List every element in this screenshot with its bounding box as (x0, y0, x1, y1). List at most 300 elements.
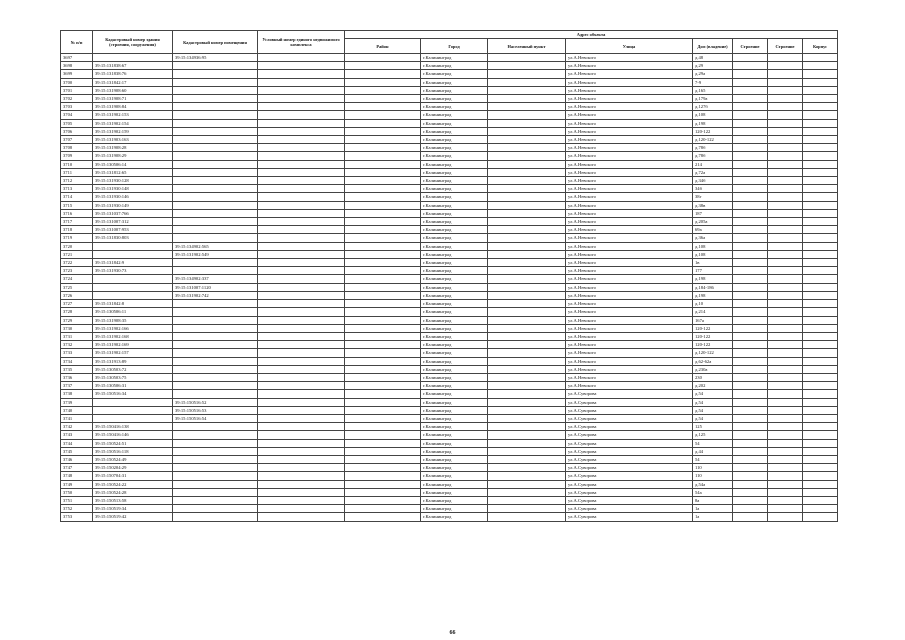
cell-house: 167а (693, 316, 733, 324)
cell-cad-complex (258, 480, 345, 488)
cell-num: 3701 (61, 86, 93, 94)
document-sheet (60, 30, 837, 522)
cell-district (345, 283, 421, 291)
cell-empty (803, 283, 838, 291)
cell-empty (803, 488, 838, 496)
cell-cad-room (173, 332, 258, 340)
cell-empty (803, 95, 838, 103)
cell-cad-complex (258, 431, 345, 439)
cell-street: ул.А.Невского (566, 283, 693, 291)
cell-cad-room: 39:15:131902:742 (173, 291, 258, 299)
cell-street: ул.А.Невского (566, 54, 693, 62)
cell-settlement (488, 283, 566, 291)
cell-num: 3707 (61, 136, 93, 144)
cell-cad-room (173, 390, 258, 398)
cell-empty (803, 423, 838, 431)
cell-cad-complex (258, 496, 345, 504)
cell-house: 1в (693, 259, 733, 267)
cell-street: ул.А.Невского (566, 193, 693, 201)
cell-settlement (488, 382, 566, 390)
cell-empty (803, 357, 838, 365)
cell-street: ул.А.Невского (566, 349, 693, 357)
cell-num: 3737 (61, 382, 93, 390)
cell-cad-complex (258, 193, 345, 201)
cell-cad-building (93, 398, 173, 406)
cell-cad-room (173, 136, 258, 144)
cell-cad-room (173, 365, 258, 373)
cell-num: 3714 (61, 193, 93, 201)
cell-street: ул.А.Суворова (566, 488, 693, 496)
header-district: Район (345, 39, 421, 54)
cell-num: 3728 (61, 308, 93, 316)
cell-district (345, 242, 421, 250)
cell-cad-building (93, 414, 173, 422)
cell-num: 3700 (61, 78, 93, 86)
cell-city: г.Калининград (421, 464, 488, 472)
cell-district (345, 177, 421, 185)
cell-empty (803, 341, 838, 349)
table-row (61, 62, 838, 70)
cell-cad-complex (258, 513, 345, 521)
cell-cad-building: 39:15:131902:159 (93, 127, 173, 135)
cell-empty (803, 177, 838, 185)
table-row (61, 119, 838, 127)
cell-empty (733, 390, 768, 398)
cell-street: ул.А.Невского (566, 382, 693, 390)
cell-num: 3705 (61, 119, 93, 127)
cell-cad-complex (258, 54, 345, 62)
cell-district (345, 226, 421, 234)
cell-city: г.Калининград (421, 406, 488, 414)
cell-street: ул.А.Суворова (566, 439, 693, 447)
cell-house: д.108 (693, 242, 733, 250)
cell-cad-building: 39:15:131908:29 (93, 152, 173, 160)
cell-city: г.Калининград (421, 439, 488, 447)
cell-empty (733, 62, 768, 70)
cell-empty (733, 267, 768, 275)
cell-cad-complex (258, 398, 345, 406)
cell-settlement (488, 119, 566, 127)
cell-settlement (488, 86, 566, 94)
cell-city: г.Калининград (421, 496, 488, 504)
cell-cad-room: 39:15:131902:549 (173, 250, 258, 258)
cell-street: ул.А.Невского (566, 291, 693, 299)
cell-city: г.Калининград (421, 316, 488, 324)
cell-settlement (488, 447, 566, 455)
cell-settlement (488, 464, 566, 472)
cell-settlement (488, 513, 566, 521)
cell-street: ул.А.Невского (566, 250, 693, 258)
cell-house: д.44 (693, 447, 733, 455)
cell-cad-building: 39:15:150524:28 (93, 488, 173, 496)
cell-cad-building (93, 283, 173, 291)
cell-empty (733, 300, 768, 308)
cell-cad-complex (258, 78, 345, 86)
cell-num: 3712 (61, 177, 93, 185)
cell-cad-complex (258, 505, 345, 513)
table-row (61, 144, 838, 152)
cell-empty (803, 193, 838, 201)
cell-empty (803, 152, 838, 160)
cell-cad-room (173, 488, 258, 496)
cell-house: д.205а (693, 218, 733, 226)
cell-street: ул.А.Невского (566, 62, 693, 70)
cell-cad-room (173, 357, 258, 365)
table-row (61, 103, 838, 111)
cell-settlement (488, 406, 566, 414)
cell-empty (803, 447, 838, 455)
cell-cad-building (93, 406, 173, 414)
table-row (61, 275, 838, 283)
cell-empty (768, 464, 803, 472)
cell-cad-complex (258, 464, 345, 472)
cell-cad-room (173, 423, 258, 431)
cell-city: г.Калининград (421, 324, 488, 332)
cell-street: ул.А.Невского (566, 144, 693, 152)
cell-city: г.Калининград (421, 488, 488, 496)
table-row (61, 398, 838, 406)
cell-district (345, 70, 421, 78)
cell-settlement (488, 357, 566, 365)
cell-cad-complex (258, 242, 345, 250)
table-row (61, 111, 838, 119)
cell-empty (803, 513, 838, 521)
cell-city: г.Калининград (421, 160, 488, 168)
cell-cad-room (173, 513, 258, 521)
cell-cad-complex (258, 103, 345, 111)
cell-cad-complex (258, 95, 345, 103)
cell-cad-building: 39:15:131908:28 (93, 144, 173, 152)
cell-house: 110 (693, 472, 733, 480)
cell-district (345, 78, 421, 86)
cell-num: 3727 (61, 300, 93, 308)
cell-city: г.Калининград (421, 259, 488, 267)
cell-empty (803, 160, 838, 168)
cell-num: 3733 (61, 349, 93, 357)
cell-empty (768, 185, 803, 193)
cell-street: ул.А.Невского (566, 267, 693, 275)
cell-empty (768, 414, 803, 422)
table-row (61, 496, 838, 504)
table-row (61, 218, 838, 226)
cell-empty (733, 373, 768, 381)
cell-empty (768, 398, 803, 406)
table-row (61, 185, 838, 193)
cell-settlement (488, 341, 566, 349)
cell-cad-room: 39:15:150516:52 (173, 398, 258, 406)
cell-cad-room (173, 267, 258, 275)
table-row (61, 136, 838, 144)
cell-cad-complex (258, 373, 345, 381)
cell-settlement (488, 431, 566, 439)
cell-street: ул.А.Невского (566, 78, 693, 86)
cell-empty (803, 185, 838, 193)
cell-settlement (488, 365, 566, 373)
header-num: № п/п (61, 31, 93, 54)
cell-empty (768, 119, 803, 127)
cell-settlement (488, 127, 566, 135)
cell-district (345, 259, 421, 267)
cell-cad-room: 39:15:134936:95 (173, 54, 258, 62)
cell-cad-complex (258, 439, 345, 447)
cell-num: 3716 (61, 209, 93, 217)
cell-empty (803, 365, 838, 373)
cell-cad-room (173, 341, 258, 349)
cell-settlement (488, 160, 566, 168)
cell-cad-building: 39:15:131838:76 (93, 70, 173, 78)
cell-cad-complex (258, 111, 345, 119)
cell-cad-room (173, 349, 258, 357)
cell-street: ул.А.Суворова (566, 455, 693, 463)
header-korpus: Строение (733, 39, 768, 54)
cell-empty (803, 78, 838, 86)
cell-num: 3743 (61, 431, 93, 439)
cell-cad-room (173, 152, 258, 160)
cell-cad-building: 39:15:131930:73 (93, 267, 173, 275)
cell-empty (768, 111, 803, 119)
cell-empty (803, 464, 838, 472)
cell-district (345, 86, 421, 94)
cell-house: д.54 (693, 390, 733, 398)
cell-empty (733, 357, 768, 365)
cell-empty (733, 332, 768, 340)
cell-settlement (488, 54, 566, 62)
cell-empty (768, 209, 803, 217)
cell-city: г.Калининград (421, 136, 488, 144)
cell-city: г.Калининград (421, 127, 488, 135)
cell-street: ул.А.Невского (566, 218, 693, 226)
cell-cad-complex (258, 308, 345, 316)
cell-empty (768, 70, 803, 78)
table-row (61, 259, 838, 267)
cell-city: г.Калининград (421, 423, 488, 431)
cell-num: 3724 (61, 275, 93, 283)
cell-cad-room (173, 209, 258, 217)
cell-district (345, 152, 421, 160)
cell-city: г.Калининград (421, 447, 488, 455)
cell-empty (803, 332, 838, 340)
cell-empty (803, 259, 838, 267)
cell-city: г.Калининград (421, 193, 488, 201)
cell-city: г.Калининград (421, 111, 488, 119)
cell-settlement (488, 496, 566, 504)
cell-city: г.Калининград (421, 308, 488, 316)
cell-cad-building: 39:15:130506:14 (93, 160, 173, 168)
cell-street: ул.А.Невского (566, 365, 693, 373)
cell-empty (803, 406, 838, 414)
cell-settlement (488, 505, 566, 513)
table-row (61, 382, 838, 390)
cell-street: ул.А.Невского (566, 373, 693, 381)
table-row (61, 316, 838, 324)
table-row (61, 250, 838, 258)
cell-num: 3729 (61, 316, 93, 324)
cell-house: д.29 (693, 62, 733, 70)
cell-cad-room (173, 70, 258, 78)
cell-house: д.198 (693, 291, 733, 299)
cell-city: г.Калининград (421, 341, 488, 349)
cell-empty (733, 341, 768, 349)
header-house: Дом (владение) (693, 39, 733, 54)
cell-cad-room: 39:15:150516:53 (173, 406, 258, 414)
cell-cad-building (93, 250, 173, 258)
cell-district (345, 357, 421, 365)
page-number: 66 (449, 630, 456, 636)
cell-cad-building: 39:15:131812:65 (93, 168, 173, 176)
cell-empty (803, 144, 838, 152)
cell-settlement (488, 78, 566, 86)
cell-cad-room (173, 86, 258, 94)
cell-street: ул.А.Невского (566, 234, 693, 242)
cell-settlement (488, 209, 566, 217)
cell-district (345, 341, 421, 349)
table-row (61, 505, 838, 513)
cell-empty (733, 86, 768, 94)
cell-district (345, 382, 421, 390)
cell-empty (768, 95, 803, 103)
cell-street: ул.А.Невского (566, 332, 693, 340)
cell-city: г.Калининград (421, 103, 488, 111)
cell-num: 3697 (61, 54, 93, 62)
cell-street: ул.А.Суворова (566, 406, 693, 414)
cell-empty (768, 234, 803, 242)
cell-empty (733, 209, 768, 217)
cell-cad-room (173, 168, 258, 176)
cell-cad-complex (258, 70, 345, 78)
cell-empty (768, 431, 803, 439)
cell-settlement (488, 70, 566, 78)
cell-district (345, 144, 421, 152)
table-row (61, 201, 838, 209)
table-row (61, 308, 838, 316)
cell-settlement (488, 95, 566, 103)
cell-empty (768, 423, 803, 431)
cell-house: 230 (693, 373, 733, 381)
cell-settlement (488, 480, 566, 488)
cell-num: 3746 (61, 455, 93, 463)
cell-city: г.Калининград (421, 349, 488, 357)
cell-settlement (488, 250, 566, 258)
cell-cad-room: 39:15:134902:565 (173, 242, 258, 250)
cell-cad-room (173, 505, 258, 513)
cell-street: ул.А.Суворова (566, 480, 693, 488)
cell-empty (803, 472, 838, 480)
cell-empty (768, 513, 803, 521)
cell-cad-room (173, 193, 258, 201)
cell-num: 3709 (61, 152, 93, 160)
cell-num: 3732 (61, 341, 93, 349)
cell-num: 3748 (61, 472, 93, 480)
cell-cad-room (173, 119, 258, 127)
cell-empty (803, 136, 838, 144)
cell-street: ул.А.Невского (566, 70, 693, 78)
cell-cad-room (173, 234, 258, 242)
cell-cad-complex (258, 455, 345, 463)
cell-house: д.34б (693, 177, 733, 185)
cell-empty (803, 455, 838, 463)
cell-district (345, 127, 421, 135)
cell-cad-room (173, 382, 258, 390)
cell-cad-complex (258, 283, 345, 291)
cell-street: ул.А.Невского (566, 341, 693, 349)
cell-street: ул.А.Суворова (566, 423, 693, 431)
cell-cad-room (173, 144, 258, 152)
cell-cad-complex (258, 136, 345, 144)
cell-empty (768, 201, 803, 209)
table-row (61, 54, 838, 62)
cell-num: 3710 (61, 160, 93, 168)
cell-empty (768, 439, 803, 447)
cell-city: г.Калининград (421, 54, 488, 62)
cell-city: г.Калининград (421, 70, 488, 78)
cell-house: 54 (693, 455, 733, 463)
cell-empty (768, 406, 803, 414)
cell-street: ул.А.Невского (566, 308, 693, 316)
cell-empty (733, 111, 768, 119)
cell-empty (768, 455, 803, 463)
cell-num: 3718 (61, 226, 93, 234)
cell-city: г.Калининград (421, 480, 488, 488)
cell-cad-building: 39:15:131908:71 (93, 95, 173, 103)
cell-settlement (488, 414, 566, 422)
table-row (61, 341, 838, 349)
table-row (61, 406, 838, 414)
cell-house: д.36а (693, 234, 733, 242)
cell-empty (803, 480, 838, 488)
cell-empty (768, 177, 803, 185)
cell-cad-building: 39:15:131902:157 (93, 349, 173, 357)
cell-empty (733, 152, 768, 160)
table-row (61, 439, 838, 447)
cell-house: 214 (693, 160, 733, 168)
cell-num: 3698 (61, 62, 93, 70)
cell-cad-room (173, 177, 258, 185)
table-row (61, 86, 838, 94)
cell-house: 120-122 (693, 324, 733, 332)
cell-cad-building: 39:15:130503:75 (93, 373, 173, 381)
cell-cad-complex (258, 341, 345, 349)
cell-empty (733, 431, 768, 439)
cell-settlement (488, 218, 566, 226)
cell-cad-complex (258, 168, 345, 176)
cell-empty (768, 259, 803, 267)
cell-cad-building: 39:15:131902:166 (93, 324, 173, 332)
cell-city: г.Калининград (421, 390, 488, 398)
cell-settlement (488, 455, 566, 463)
cell-empty (733, 144, 768, 152)
cell-empty (733, 365, 768, 373)
cell-empty (768, 324, 803, 332)
table-row (61, 464, 838, 472)
cell-street: ул.А.Суворова (566, 472, 693, 480)
cell-house: 7-9 (693, 78, 733, 86)
cell-cad-complex (258, 300, 345, 308)
cell-cad-building: 39:15:131007:312 (93, 218, 173, 226)
cell-empty (733, 234, 768, 242)
cell-empty (768, 86, 803, 94)
table-row (61, 160, 838, 168)
cell-empty (803, 226, 838, 234)
cell-city: г.Калининград (421, 300, 488, 308)
cell-house: 54 (693, 439, 733, 447)
cell-empty (733, 218, 768, 226)
cell-num: 3752 (61, 505, 93, 513)
cell-empty (768, 152, 803, 160)
cell-cad-room (173, 78, 258, 86)
cell-empty (803, 242, 838, 250)
cell-cad-complex (258, 209, 345, 217)
cell-num: 3722 (61, 259, 93, 267)
